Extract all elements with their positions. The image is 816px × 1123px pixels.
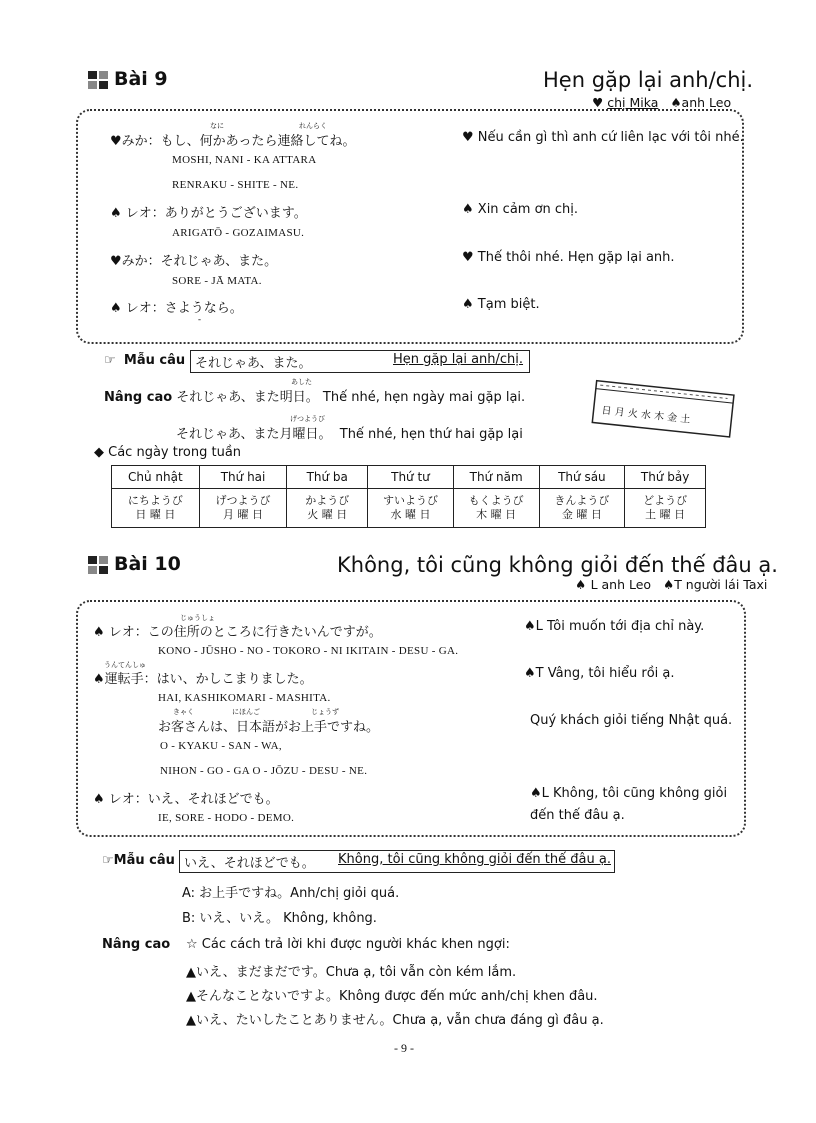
lesson-10-title: Không, tôi cũng không giỏi đến thế đâu ạ. [337, 553, 778, 577]
dialogue-line-jp: お客さんは、日本語がお上手ですね。 [158, 720, 380, 735]
days-heading: ◆ Các ngày trong tuần [94, 445, 242, 460]
day-vn-cell: Chủ nhật [112, 466, 200, 489]
day-jp-cell: きんようび 金 曜 日 [539, 489, 625, 528]
page-number: - 9 - [394, 1041, 414, 1055]
dialogue-line-romaji: - [198, 314, 202, 324]
calendar-days-text: 日 月 火 水 木 金 土 [600, 405, 691, 426]
pointing-hand-icon: ☞ [104, 353, 116, 368]
dialogue-line-romaji: HAI, KASHIKOMARI - MASHITA. [158, 692, 331, 704]
heart-icon: ♥ [592, 95, 604, 110]
advanced-row-9a: Nâng cao それじゃあ、また明日。 Thế nhé, hẹn ngày mai gặp lại. [104, 390, 526, 405]
spade-icon: ♠ [670, 95, 682, 110]
dialogue-line-vn: ♥ Nếu cần gì thì anh cứ liên lạc với tôi nhé. [462, 130, 744, 145]
dialogue-line-vn: đến thế đâu ạ. [530, 808, 625, 823]
dialogue-line-romaji: IE, SORE - HODO - DEMO. [158, 812, 295, 824]
furigana: きゃく [173, 708, 194, 716]
furigana: じゅうしょ [180, 614, 215, 622]
day-jp-cell: すいようび 水 曜 日 [368, 489, 454, 528]
lesson-9-label: Bài 9 [88, 68, 168, 90]
dialogue-line-vn: ♠ Xin cảm ơn chị. [462, 202, 579, 217]
calendar-illustration [586, 378, 744, 442]
day-vn-cell: Thứ bảy [625, 466, 706, 489]
furigana: あした [291, 378, 312, 386]
lesson-9-legend: ♥ chị Mika ♠anh Leo [592, 95, 732, 110]
day-vn-cell: Thứ sáu [539, 466, 625, 489]
day-jp-cell: もくようび 木 曜 日 [453, 489, 539, 528]
dialogue-line-jp: ♠ レオ：いえ、それほどでも。 [93, 792, 279, 807]
furigana: げつようび [290, 415, 325, 423]
day-vn-cell: Thứ ba [287, 466, 368, 489]
dialogue-line-jp: ♠ レオ：さようなら。 [110, 301, 243, 316]
day-jp-cell: かようび 火 曜 日 [287, 489, 368, 528]
dialogue-line-romaji: MOSHI, NANI - KA ATTARA [172, 154, 317, 166]
dialogue-line-romaji: KONO - JŪSHO - NO - TOKORO - NI IKITAIN - DESU - GA. [158, 645, 459, 657]
dialogue-line-jp: ♠ レオ：この住所のところに行きたいんですが。 [93, 625, 382, 640]
dialogue-line-vn: ♠T Vâng, tôi hiểu rồi ạ. [524, 666, 675, 681]
dialogue-line-vn: ♠L Không, tôi cũng không giỏi [530, 786, 728, 801]
dialogue-line-jp: ♠ レオ：ありがとうございます。 [110, 206, 307, 221]
dialogue-line-vn: ♠ Tạm biệt. [462, 297, 540, 312]
lesson-9-title: Hẹn gặp lại anh/chị. [543, 68, 754, 92]
dialogue-line-vn: ♥ Thế thôi nhé. Hẹn gặp lại anh. [462, 250, 675, 265]
dialogue-line-romaji: NIHON - GO - GA O - JŌZU - DESU - NE. [160, 765, 368, 777]
pattern-row-9: ☞ Mẫu câu [104, 353, 186, 368]
dialogue-line-vn: ♠L Tôi muốn tới địa chỉ này. [524, 619, 705, 634]
lesson-10-label: Bài 10 [88, 553, 181, 575]
advanced-item: ▲そんなことないですよ。Không được đến mức anh/chị khen đâu. [186, 989, 598, 1004]
day-jp-cell: にちようび 日 曜 日 [112, 489, 200, 528]
dialogue-line-jp: ♥みか：それじゃあ、また。 [110, 254, 278, 269]
section-blocks-icon [88, 556, 108, 574]
dialogue-line-romaji: ARIGATŌ - GOZAIMASU. [172, 227, 305, 239]
advanced-label-10: Nâng cao [102, 937, 171, 952]
days-table [111, 465, 706, 528]
dialogue-line-jp: ♥みか：もし、何かあったら連絡してね。 [110, 134, 356, 149]
section-blocks-icon [88, 71, 108, 89]
day-jp-cell: げつようび 月 曜 日 [199, 489, 287, 528]
dialogue-line-vn: Quý khách giỏi tiếng Nhật quá. [530, 713, 733, 728]
pattern-row-10: ☞Mẫu câu [102, 853, 175, 868]
day-vn-cell: Thứ hai [199, 466, 287, 489]
furigana: なに [210, 122, 224, 130]
advanced-item: ▲いえ、たいしたことありません。Chưa ạ, vẫn chưa đáng gì đâu ạ. [186, 1013, 604, 1028]
day-vn-cell: Thứ năm [453, 466, 539, 489]
advanced-item: ▲いえ、まだまだです。Chưa ạ, tôi vẫn còn kém lắm. [186, 965, 517, 980]
furigana: れんらく [299, 122, 327, 130]
advanced-intro-10: ☆ Các cách trả lời khi được người khác khen ngợi: [186, 937, 510, 952]
example-b: B: いえ、いえ。 Không, không. [182, 911, 377, 926]
dialogue-line-jp: ♠運転手：はい、かしこまりました。 [93, 672, 313, 687]
day-vn-cell: Thứ tư [368, 466, 454, 489]
dialogue-line-romaji: SORE - JĀ MATA. [172, 275, 262, 287]
pattern-box-10: いえ、それほどでも。 Không, tôi cũng không giỏi đến thế đâu ạ. [179, 850, 615, 873]
pointing-hand-icon: ☞ [102, 853, 114, 868]
dialogue-line-romaji: O - KYAKU - SAN - WA, [160, 740, 282, 752]
furigana: じょうず [311, 708, 339, 716]
day-jp-cell: どようび 土 曜 日 [625, 489, 706, 528]
furigana: うんてんしゅ [104, 661, 146, 669]
dialogue-line-romaji: RENRAKU - SHITE - NE. [172, 179, 299, 191]
lesson-10-legend: ♠ L anh Leo ♠T người lái Taxi [575, 577, 768, 592]
advanced-row-9b: それじゃあ、また月曜日。 Thế nhé, hẹn thứ hai gặp lại [176, 427, 523, 442]
pattern-box-9: それじゃあ、また。 Hẹn gặp lại anh/chị. [190, 350, 530, 373]
diamond-bullet-icon: ◆ [94, 445, 104, 460]
example-a: A: お上手ですね。Anh/chị giỏi quá. [182, 886, 400, 901]
furigana: にほんご [232, 708, 260, 716]
